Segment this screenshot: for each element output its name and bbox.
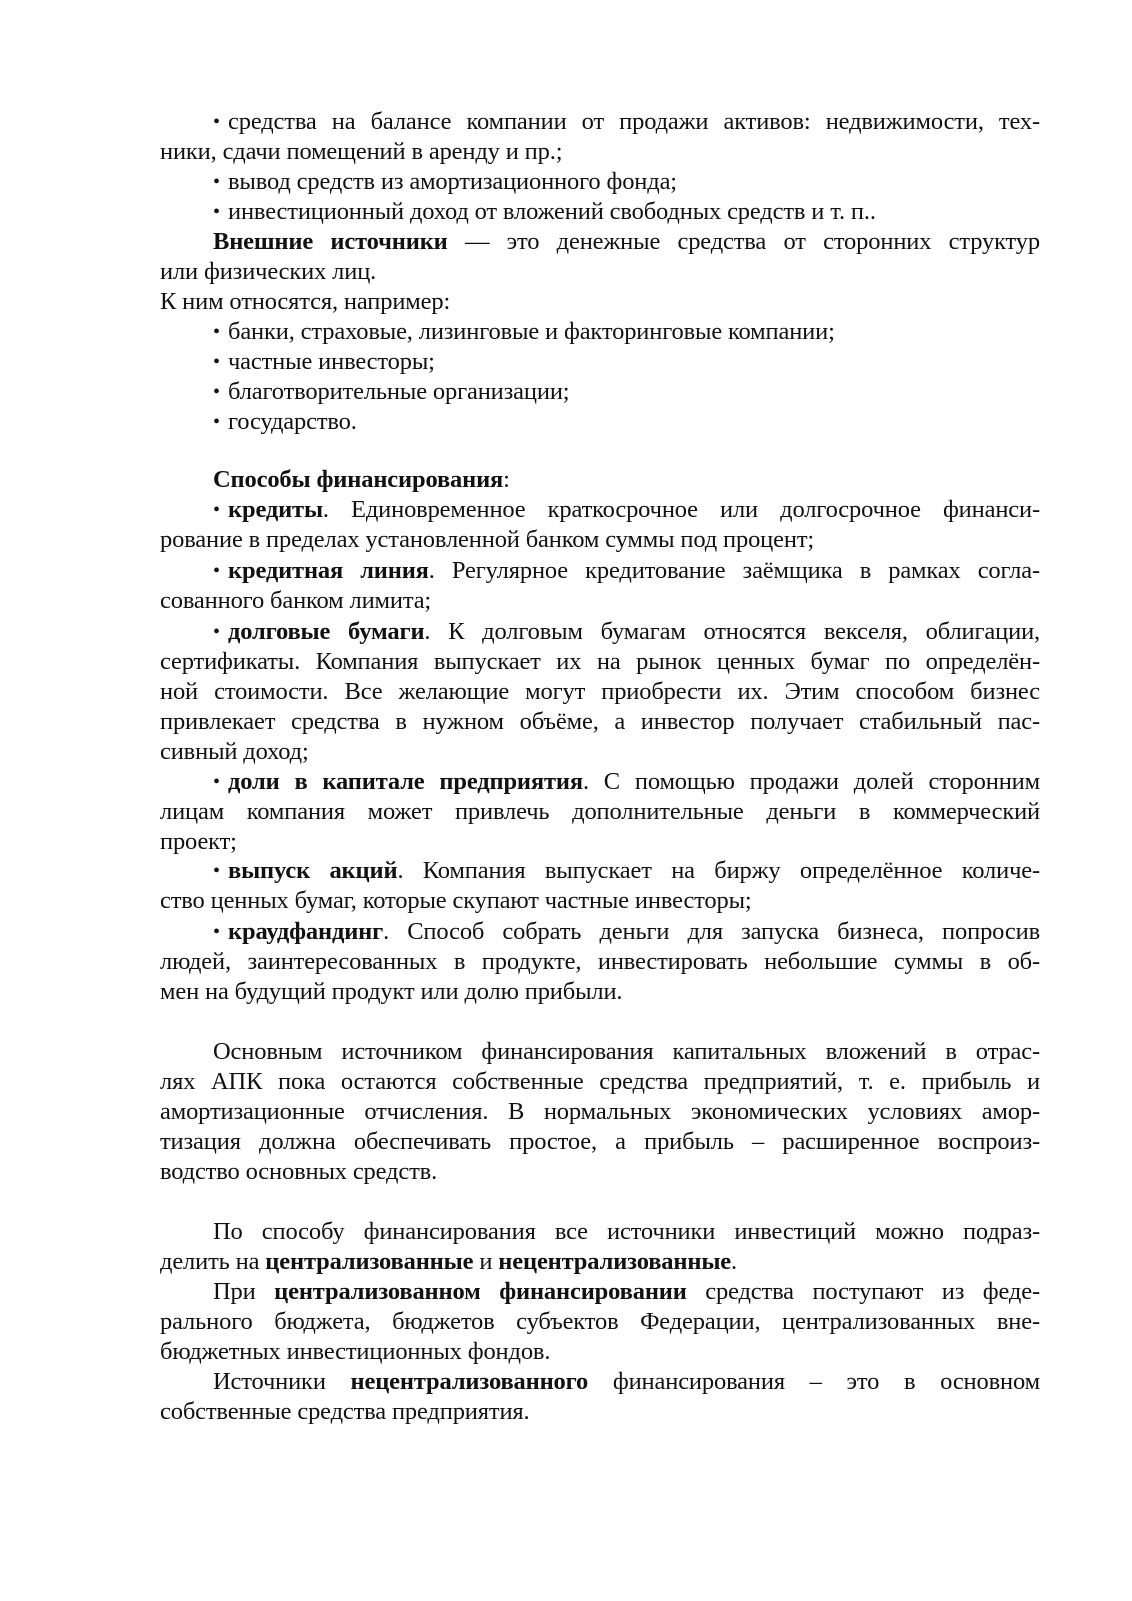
bullet-icon: • [213, 560, 220, 582]
apk-paragraph-line: амортизационные отчисления. В нормальных экономических условиях амор- [160, 1098, 1040, 1125]
methods-heading: Способы финансирования: [213, 466, 510, 493]
external-sources-term: Внешние источники [213, 228, 448, 255]
method-debt-securities: • долговые бумаги. К долговым бумагам относятся векселя, облигации, [213, 618, 1040, 645]
bullet-icon: • [213, 111, 220, 133]
bullet-icon: • [213, 860, 220, 882]
bullet-icon: • [213, 321, 220, 343]
method-equity-shares-cont: лицам компания может привлечь дополнительные деньги в коммерческий [160, 798, 1040, 825]
decentralized-paragraph-line: собственные средства предприятия. [160, 1398, 530, 1425]
division-paragraph-line: делить на централизованные и нецентрализованные. [160, 1248, 738, 1275]
external-sources-intro: К ним относятся, например: [160, 288, 451, 315]
bullet-icon: • [213, 201, 220, 223]
list-item-asset-sales-cont: ники, сдачи помещений в аренду и пр.; [160, 138, 563, 165]
bullet-icon: • [213, 921, 220, 943]
method-debt-securities-cont: привлекает средства в нужном объёме, а инвестор получает стабильный пас- [160, 708, 1040, 735]
bullet-icon: • [213, 621, 220, 643]
apk-paragraph-line: водство основных средств. [160, 1158, 438, 1185]
bullet-icon: • [213, 499, 220, 521]
list-item-banks: • банки, страховые, лизинговые и факторинговые компании; [213, 318, 835, 345]
external-sources-definition: Внешние источники — это денежные средства от сторонних структур [213, 228, 1040, 255]
bullet-icon: • [213, 171, 220, 193]
method-debt-securities-cont: ной стоимости. Все желающие могут приобрести их. Этим способом бизнес [160, 678, 1040, 705]
method-credits: • кредиты. Единовременное краткосрочное или долгосрочное финанси- [213, 496, 1040, 523]
method-stock-issue-cont: ство ценных бумаг, которые скупают частные инвесторы; [160, 887, 752, 914]
method-equity-shares-cont: проект; [160, 828, 237, 855]
method-equity-shares: • доли в капитале предприятия. С помощью продажи долей сторонним [213, 768, 1040, 795]
centralized-paragraph-line: При централизованном финансировании средства поступают из феде- [213, 1278, 1040, 1305]
apk-paragraph-line: тизация должна обеспечивать простое, а прибыль – расширенное воспроиз- [160, 1128, 1040, 1155]
decentralized-paragraph-line: Источники нецентрализованного финансирования – это в основном [213, 1368, 1040, 1395]
list-item-amortization-fund: • вывод средств из амортизационного фонда; [213, 168, 677, 195]
division-paragraph-line: По способу финансирования все источники инвестиций можно подраз- [213, 1218, 1040, 1245]
centralized-paragraph-line: бюджетных инвестиционных фондов. [160, 1338, 551, 1365]
external-sources-definition-cont: или физических лиц. [160, 258, 377, 285]
bullet-icon: • [213, 351, 220, 373]
method-crowdfunding-cont: людей, заинтересованных в продукте, инвестировать небольшие суммы в об- [160, 948, 1040, 975]
list-item-state: • государство. [213, 408, 357, 435]
apk-paragraph-line: Основным источником финансирования капитальных вложений в отрас- [213, 1038, 1040, 1065]
list-item-private-investors: • частные инвесторы; [213, 348, 435, 375]
method-credit-line-cont: сованного банком лимита; [160, 587, 432, 614]
list-item-charities: • благотворительные организации; [213, 378, 570, 405]
method-debt-securities-cont: сертификаты. Компания выпускает их на рынок ценных бумаг по определён- [160, 648, 1040, 675]
list-item-investment-income: • инвестиционный доход от вложений свободных средств и т. п.. [213, 198, 876, 225]
apk-paragraph-line: лях АПК пока остаются собственные средства предприятий, т. е. прибыль и [160, 1068, 1040, 1095]
method-credits-cont: рование в пределах установленной банком суммы под процент; [160, 526, 815, 553]
bullet-icon: • [213, 771, 220, 793]
method-crowdfunding-cont: мен на будущий продукт или долю прибыли. [160, 978, 623, 1005]
bullet-icon: • [213, 381, 220, 403]
method-stock-issue: • выпуск акций. Компания выпускает на биржу определённое количе- [213, 857, 1040, 884]
centralized-paragraph-line: рального бюджета, бюджетов субъектов Федерации, централизованных вне- [160, 1308, 1040, 1335]
method-debt-securities-cont: сивный доход; [160, 738, 309, 765]
method-credit-line: • кредитная линия. Регулярное кредитование заёмщика в рамках согла- [213, 557, 1040, 584]
method-crowdfunding: • краудфандинг. Способ собрать деньги для запуска бизнеса, попросив [213, 918, 1040, 945]
bullet-icon: • [213, 411, 220, 433]
list-item-asset-sales: • средства на балансе компании от продажи активов: недвижимости, тех- [213, 108, 1040, 135]
